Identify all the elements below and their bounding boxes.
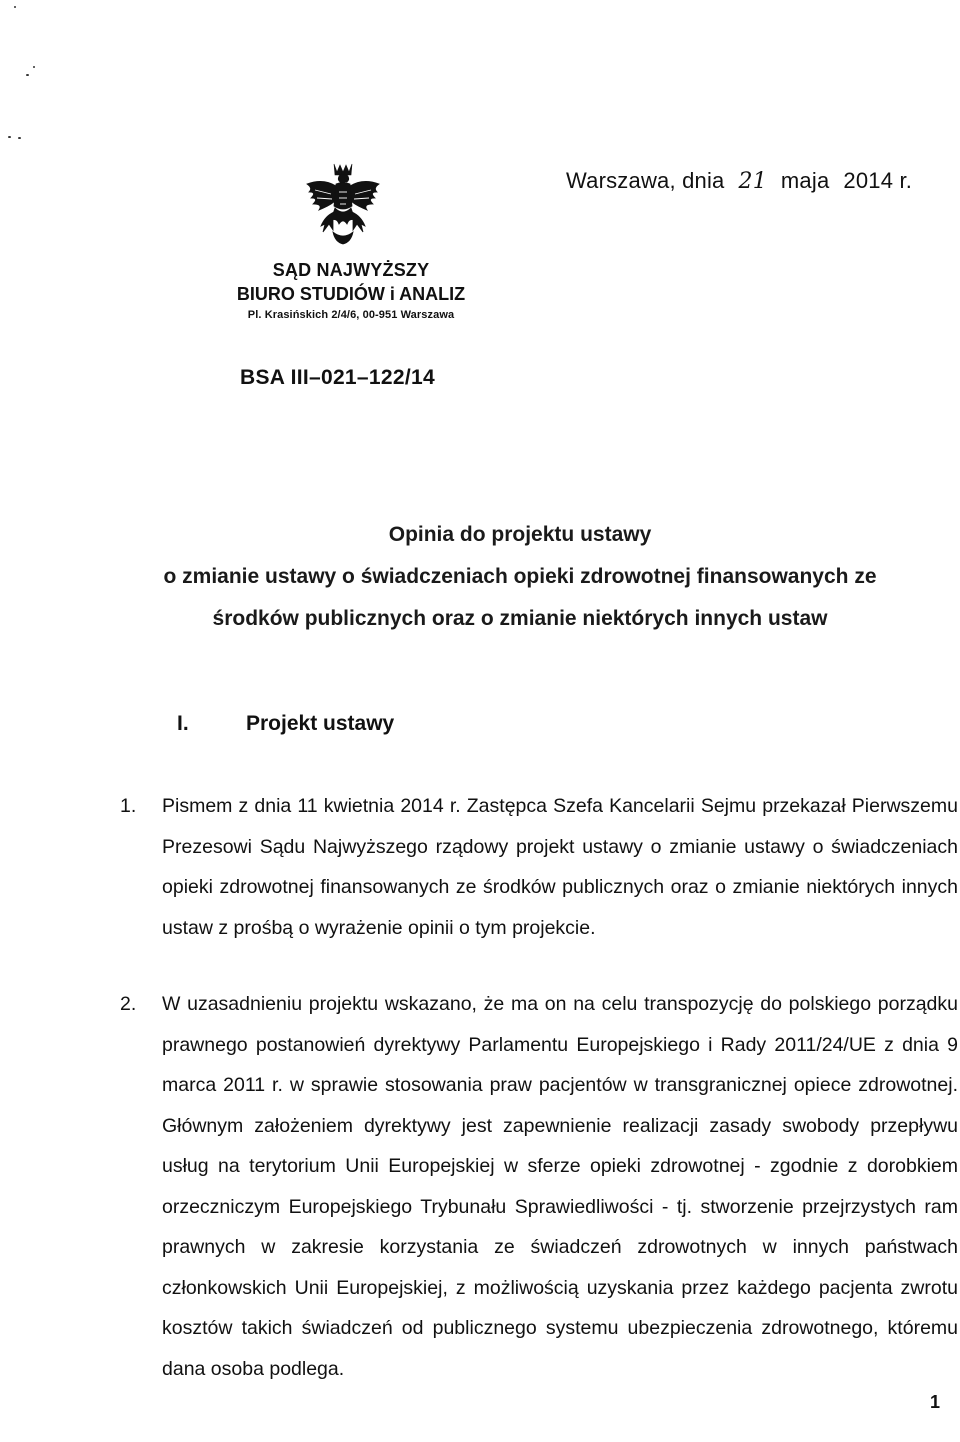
scan-speck xyxy=(33,66,35,68)
scan-speck xyxy=(26,74,29,76)
scan-speck xyxy=(14,6,16,8)
page-number: 1 xyxy=(930,1392,941,1412)
document-date xyxy=(566,168,912,194)
paragraph-number: 1. xyxy=(120,795,137,817)
date-day-handwritten: 21 xyxy=(738,169,767,194)
reference-number: BSA III–021–122/14 xyxy=(240,366,435,389)
title-line-3: środków publicznych oraz o zmianie niektórych innych ustaw xyxy=(212,607,828,630)
section-title: Projekt ustawy xyxy=(246,712,395,735)
paragraph-number: 2. xyxy=(120,993,137,1015)
date-place: Warszawa, dnia xyxy=(566,168,725,193)
court-department: BIURO STUDIÓW i ANALIZ xyxy=(236,284,466,304)
court-address: Pl. Krasińskich 2/4/6, 00-951 Warszawa xyxy=(247,309,455,321)
paragraph-text: W uzasadnieniu projektu wskazano, że ma on na celu transpozycję do polskiego porządku prawnego postanowień dyrektywy Parlamentu Europejskiego i Rady 2011/24/UE z dnia 9 marca 2011 r. w sprawie stosowania praw pacjentów w transgranicznej opiece zdrowotnej. Głównym założeniem dyrektywy jest zapewnienie realizacji zasady swobody przepływu usług na terytorium Unii Europejskiej w sferze opieki zdrowotnej - zgodnie z dorobkiem orzeczniczym Europejskiego Trybunału Sprawiedliwości - tj. stworzenie przejrzystych ram prawnych w zakresie korzystania ze świadczeń zdrowotnych w innych państwach członkowskich Unii Europejskiej, z możliwością uzyskania przez każdego pacjenta zwrotu kosztów takich świadczeń od publicznego systemu ubezpieczenia zdrowotnego, któremu dana osoba podlega. xyxy=(162,993,958,1380)
paragraph xyxy=(120,984,958,1389)
paragraph xyxy=(120,786,958,948)
paragraph-text: Pismem z dnia 11 kwietnia 2014 r. Zastępca Szefa Kancelarii Sejmu przekazał Pierwszemu Prezesowi Sądu Najwyższego rządowy projekt ustawy o zmianie ustawy o świadczeniach opieki zdrowotnej finansowanych ze środków publicznych oraz o zmianie niektórych innych ustaw z prośbą o wyrażenie opinii o tym projekcie. xyxy=(162,795,958,939)
section-heading xyxy=(177,712,394,736)
title-line-1: Opinia do projektu ustawy xyxy=(388,523,652,546)
document-title xyxy=(120,514,920,640)
court-name: SĄD NAJWYŻSZY xyxy=(272,260,430,280)
polish-eagle-emblem-icon xyxy=(303,160,383,246)
scan-speck xyxy=(8,136,11,138)
title-line-2: o zmianie ustawy o świadczeniach opieki zdrowotnej finansowanych ze xyxy=(163,565,877,588)
issuer-block xyxy=(206,258,496,324)
date-year: 2014 r. xyxy=(843,168,913,193)
date-month: maja xyxy=(780,168,830,193)
scan-speck xyxy=(18,137,21,139)
section-number: I. xyxy=(177,712,189,735)
